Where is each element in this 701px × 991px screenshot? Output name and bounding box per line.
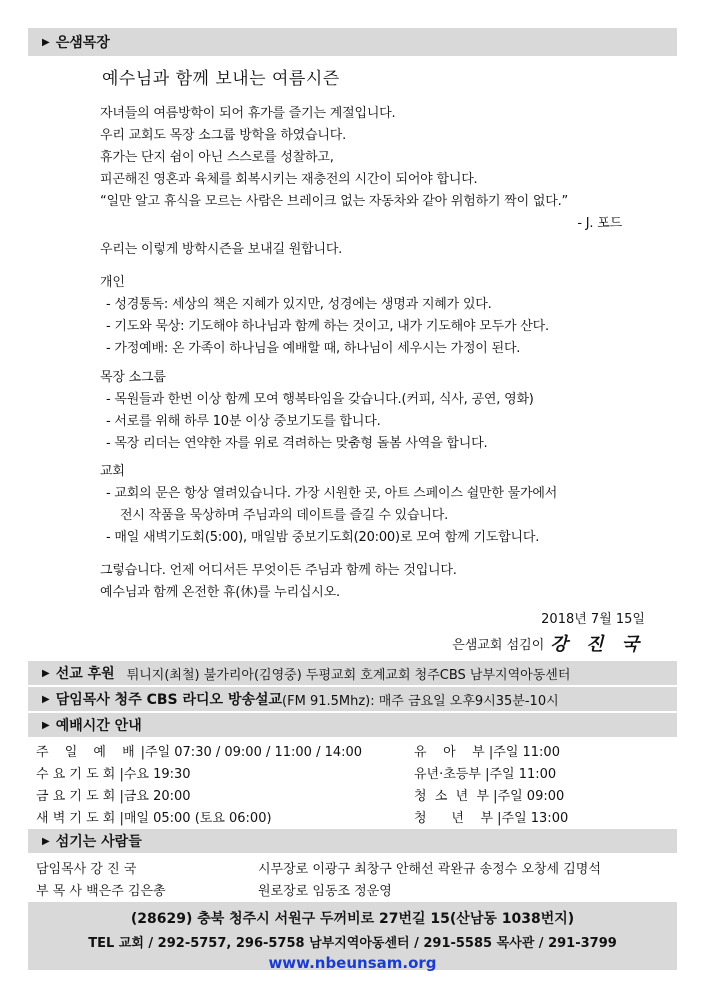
list-item: - 서로를 위해 하루 10분 이상 중보기도를 합니다.: [106, 414, 381, 429]
service-time: |금요 20:00: [119, 788, 191, 804]
closing-line: 그렇습니다. 언제 어디서든 무엇이든 주님과 함께 하는 것입니다.: [100, 563, 457, 578]
triangle-right-icon: ▶: [42, 835, 50, 847]
list-item: - 매일 새벽기도회(5:00), 매일밤 중보기도회(20:00)로 모여 함께 기도합니다.: [106, 530, 540, 545]
signer-prefix: 은샘교회 섬김이: [452, 637, 545, 653]
quote-line: “일만 알고 휴식을 모르는 사람은 브레이크 없는 자동차와 같아 위험하기 짝이 없다.”: [100, 194, 569, 209]
group-heading: 목장 소그룹: [100, 370, 166, 385]
mission-text: 튀니지(최철) 불가리아(김영중) 두평교회 호계교회 청주CBS 남부지역아동센터: [126, 667, 571, 683]
role: 원로장로: [258, 883, 309, 899]
list-item-continuation: 전시 작품을 묵상하며 주님과의 데이트를 즐길 수 있습니다.: [120, 508, 449, 523]
service-time: |수요 19:30: [119, 766, 191, 782]
service-time: |주일 09:00: [493, 788, 565, 804]
servants-label: 섬기는 사람들: [55, 834, 142, 850]
list-item: - 기도와 묵상: 기도해야 하나님과 함께 하는 것이고, 내가 기도해야 모두가 산다.: [106, 319, 549, 334]
role: 시무장로: [258, 861, 309, 877]
signature: [452, 630, 645, 656]
church-address: (28629) 충북 청주시 서원구 두꺼비로 27번길 15(산남동 1038번지): [130, 911, 575, 927]
article-lead: [100, 239, 650, 261]
mission-bar: [28, 661, 677, 685]
radio-text: (FM 91.5Mhz): 매주 금요일 오후9시35분-10시: [282, 693, 559, 709]
intro-line: 우리 교회도 목장 소그룹 방학을 하였습니다.: [100, 128, 347, 143]
closing-line: 예수님과 함께 온전한 휴(休)를 누리십시오.: [100, 585, 340, 600]
role: 부 목 사: [36, 883, 82, 899]
schedule-row: [36, 739, 656, 761]
worship-label: 예배시간 안내: [55, 718, 142, 734]
names: 임동조 정운영: [312, 883, 392, 899]
intro-line: 휴가는 단지 쉼이 아닌 스스로를 성찰하고,: [100, 150, 334, 165]
lead-text: 우리는 이렇게 방학시즌을 보내길 원합니다.: [100, 242, 343, 257]
schedule-row: [36, 805, 656, 827]
triangle-right-icon: ▶: [42, 667, 50, 679]
service-time: |주일 07:30 / 09:00 / 11:00 / 14:00: [140, 744, 363, 760]
names: 이광구 최창구 안해선 곽완규 송정수 오창세 김명석: [312, 861, 601, 877]
worship-schedule: [36, 739, 656, 827]
list-item: - 목원들과 한번 이상 함께 모여 행복타임을 갖습니다.(커피, 식사, 공연, 영화): [106, 392, 534, 407]
letter-date: 2018년 7월 15일: [541, 612, 645, 627]
service-time: |주일 13:00: [497, 810, 569, 826]
personal-section: [100, 272, 650, 360]
footer: [28, 902, 677, 970]
service-name: 청 소 년 부: [414, 788, 490, 804]
service-time: |주일 11:00: [488, 744, 560, 760]
triangle-right-icon: ▶: [42, 693, 50, 705]
radio-label: 담임목사 청주 CBS 라디오 방송설교: [55, 692, 283, 708]
schedule-row: [36, 783, 656, 805]
personal-heading: 개인: [100, 275, 125, 290]
radio-bar: [28, 687, 677, 711]
church-phone: TEL 교회 / 292-5757, 296-5758 남부지역아동센터 / 291-5585 목사관 / 291-3799: [88, 936, 617, 951]
servants-list: [36, 856, 676, 900]
intro-line: 자녀들의 여름방학이 되어 휴가를 즐기는 계절입니다.: [100, 106, 396, 121]
closing-section: [100, 560, 650, 604]
list-item: - 성경통독: 세상의 책은 지혜가 있지만, 성경에는 생명과 지혜가 있다.: [106, 297, 492, 312]
list-item: - 가정예배: 온 가족이 하나님을 예배할 때, 하나님이 세우시는 가정이 된다.: [106, 341, 521, 356]
names: 백은주 김은총: [86, 883, 166, 899]
servants-bar: [28, 829, 677, 853]
worship-bar: [28, 713, 677, 737]
list-item: - 교회의 문은 항상 열려있습니다. 가장 시원한 곳, 아트 스페이스 쉴만한 물가에서: [106, 486, 558, 501]
group-section: [100, 367, 650, 455]
service-name: 수 요 기 도 회: [36, 766, 116, 782]
signer-name: 강 진 국: [550, 634, 645, 655]
section-header-eunsam: [28, 28, 677, 56]
service-name: 주 일 예 배: [36, 744, 141, 760]
servants-row: [36, 878, 676, 900]
names: 강 진 국: [90, 861, 137, 877]
church-section: [100, 461, 650, 549]
service-name: 금 요 기 도 회: [36, 788, 116, 804]
service-name: 청 년 부: [414, 810, 493, 826]
quote-author: - J. 포드: [577, 216, 622, 231]
service-name: 유년·초등부: [414, 766, 481, 782]
mission-label: 선교 후원: [55, 666, 115, 682]
servants-row: [36, 856, 676, 878]
service-time: |주일 11:00: [485, 766, 557, 782]
intro-line: 피곤해진 영혼과 육체를 회복시키는 재충전의 시간이 되어야 합니다.: [100, 172, 478, 187]
triangle-right-icon: ▶: [42, 36, 50, 48]
triangle-right-icon: ▶: [42, 719, 50, 731]
service-name: 새 벽 기 도 회: [36, 810, 116, 826]
article-body: [100, 103, 650, 235]
schedule-row: [36, 761, 656, 783]
role: 담임목사: [36, 861, 87, 877]
article-title: 예수님과 함께 보내는 여름시즌: [102, 69, 340, 89]
service-name: 유 아 부: [414, 744, 485, 760]
website-link[interactable]: www.nbeunsam.org: [268, 954, 437, 972]
section-label: 은샘목장: [55, 35, 110, 51]
church-heading: 교회: [100, 464, 125, 479]
service-time: |매일 05:00 (토요 06:00): [119, 810, 272, 826]
list-item: - 목장 리더는 연약한 자를 위로 격려하는 맞춤형 돌봄 사역을 합니다.: [106, 436, 488, 451]
